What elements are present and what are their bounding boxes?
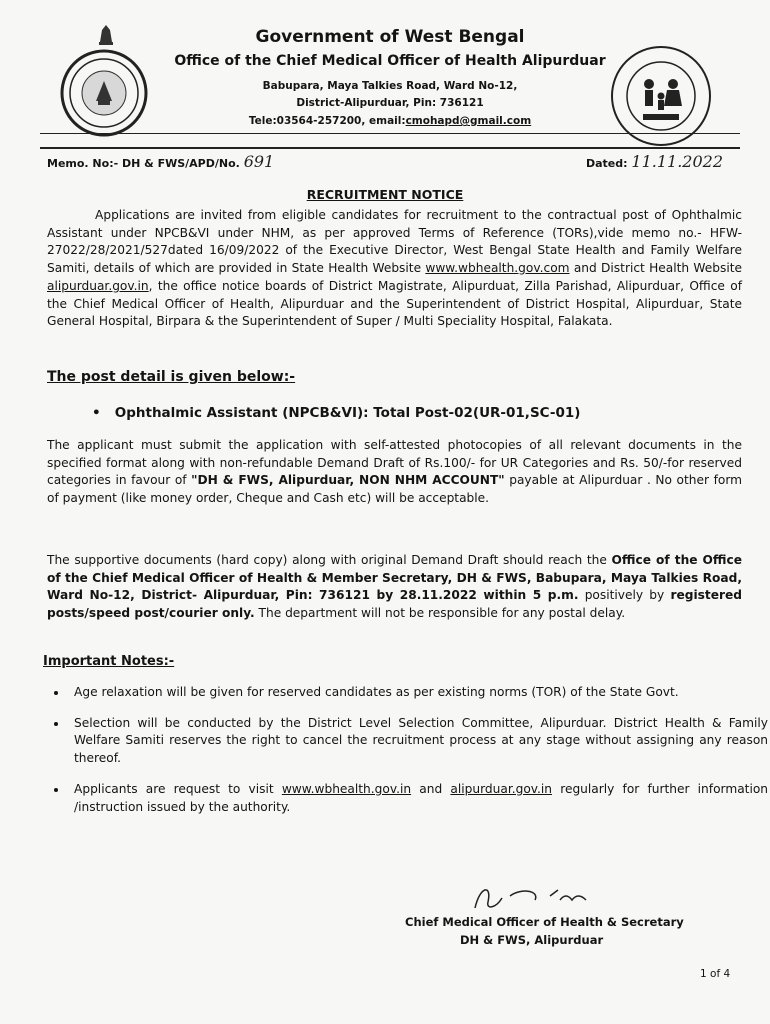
memo-handwritten-number: 691: [243, 152, 275, 171]
west-bengal-emblem: [58, 47, 150, 139]
memo-number: [47, 152, 274, 171]
intro-paragraph: Applications are invited from eligible candidates for recruitment to the contractual post of Ophthalmic Assistant under NPCB&VI under NHM, as per approved Terms of Reference (TORs),vide memo no.- HFW-27022/28/2021/527dated 16/09/2022 of the Executive Director, West Bengal State Health and Family Welfare Samiti, details of which are provided in State Health Website www.wbhealth.gov.com and District Health Website alipurduar.gov.in, the office notice boards of District Magistrate, Alipurduat, Zilla Parishad, Alipurduar, Office of the Chief Medical Officer of Health, Alipurduar and the Superintendent of District Hospital, Alipurduar, State General Hospital, Birpara & the Superintendent of Super / Multi Speciality Hospital, Falakata.: [47, 208, 742, 329]
note-selection: • Selection will be conducted by the District Level Selection Committee, Alipurduar. District Health & Family Welfare Samiti reserves the right to cancel the recruitment process at any stage without assigning any reason thereof.: [68, 715, 768, 768]
address-line-1: Babupara, Maya Talkies Road, Ward No-12,: [262, 80, 518, 92]
dated-label: Dated:: [586, 157, 628, 170]
memo-label: Memo. No:- DH & FWS/APD/No.: [47, 157, 240, 170]
alipurduar-gov-link[interactable]: alipurduar.gov.in: [450, 781, 553, 796]
ashoka-emblem-icon: [96, 22, 116, 48]
payee-name: "DH & FWS, Alipurduar, NON NHM ACCOUNT": [191, 473, 505, 488]
wbhealth-link[interactable]: www.wbhealth.gov.com: [425, 261, 570, 276]
government-title: Government of West Bengal: [255, 27, 525, 47]
wbhealth-gov-link[interactable]: www.wbhealth.gov.in: [281, 781, 412, 796]
post-detail-text: Ophthalmic Assistant (NPCB&VI): Total Post-02(UR-01,SC-01): [114, 405, 581, 421]
post-detail-heading: The post detail is given below:-: [47, 369, 296, 385]
important-notes-list: [40, 684, 768, 829]
delivery-mode: registered posts/speed post/courier only.: [47, 588, 742, 621]
page-number: 1 of 4: [700, 968, 731, 980]
address-line-2: District-Alipurduar, Pin: 736121: [296, 97, 484, 109]
district-website-link[interactable]: alipurduar.gov.in: [47, 278, 149, 293]
signatory-designation: Chief Medical Officer of Health & Secretary: [405, 915, 684, 929]
submission-paragraph: The supportive documents (hard copy) along with original Demand Draft should reach the Office of the Office of the Chief Medical Officer of Health & Member Secretary, DH & FWS, Babupara, Maya Talkies Road, Ward No-12, District- Alipurduar, Pin: 736121 by 28.11.2022 within 5 p.m. positively by registered posts/speed post/courier only. The department will not be responsible for any postal delay.: [47, 553, 742, 621]
memo-date: [586, 152, 723, 171]
post-detail-item: • Ophthalmic Assistant (NPCB&VI): Total Post-02(UR-01,SC-01): [92, 405, 581, 421]
notice-title: RECRUITMENT NOTICE: [306, 187, 464, 202]
handwritten-signature: [400, 878, 600, 918]
important-notes-heading: Important Notes:-: [43, 654, 175, 669]
submission-address: Office of the Office of the Chief Medical Officer of Health & Member Secretary, DH & FWS, Babupara, Maya Talkies Road, Ward No-12, District- Alipurduar, Pin: 736121 by 28.11.2022 within 5 p.m.: [47, 553, 742, 603]
application-paragraph: The applicant must submit the application with self-attested photocopies of all relevant documents in the specified format along with non-refundable Demand Draft of Rs.100/- for UR Categories and Rs. 50/-for reserved categories in favour of "DH & FWS, Alipurduar, NON NHM ACCOUNT" payable at Alipurduar . No other form of payment (like money order, Cheque and Cash etc) will be acceptable.: [47, 438, 743, 506]
header-divider: [40, 133, 740, 134]
note-age-relaxation: • Age relaxation will be given for reserved candidates as per existing norms (TOR) of the State Govt.: [68, 684, 768, 702]
header-divider-thick: [40, 147, 740, 149]
handwritten-date: 11.11.2022: [631, 152, 723, 171]
note-website: • Applicants are request to visit www.wbhealth.gov.in and alipurduar.gov.in regularly for further information /instruction issued by the authority.: [68, 781, 768, 816]
email-link[interactable]: cmohapd@gmail.com: [405, 115, 532, 127]
contact-line: [150, 115, 630, 127]
signatory-office: DH & FWS, Alipurduar: [460, 933, 604, 947]
office-title: Office of the Chief Medical Officer of Health Alipurduar: [174, 53, 606, 69]
tel-label: Tele:03564-257200, email:: [248, 115, 406, 127]
